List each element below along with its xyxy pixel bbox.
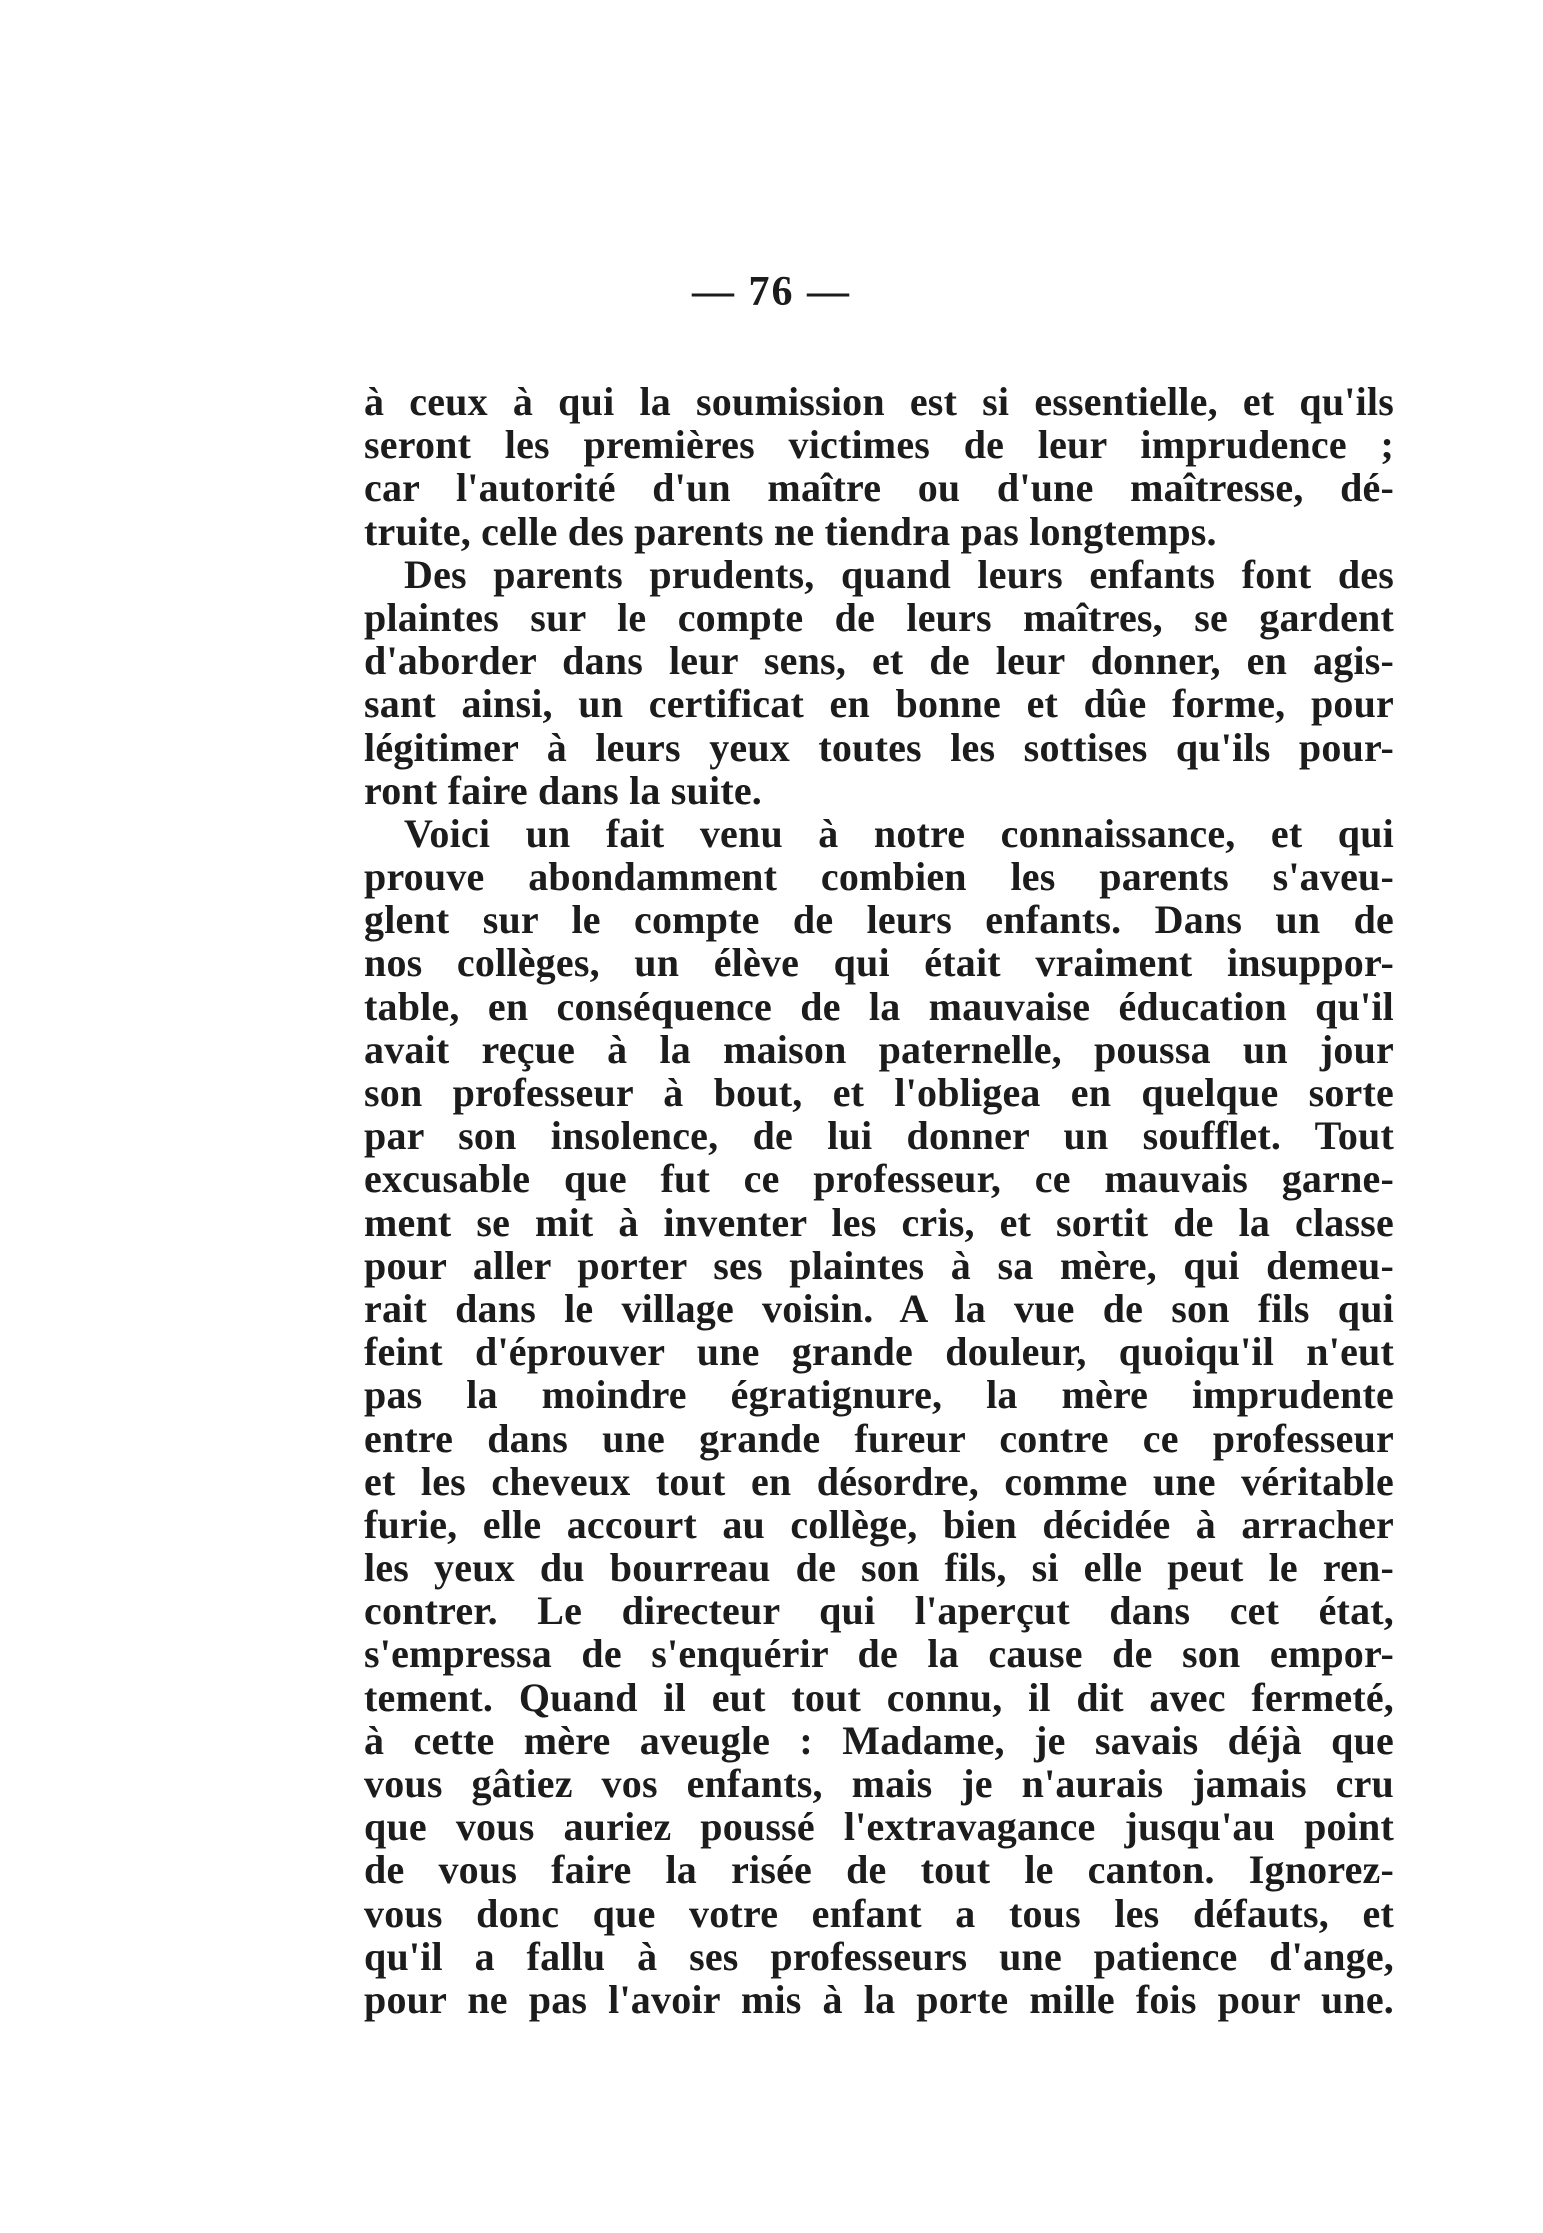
- text-line: pas la moindre égratignure, la mère imprudente: [364, 1372, 1394, 1418]
- text-line: Voici un fait venu à notre connaissance, et qui: [404, 810, 1394, 856]
- text-line: nos collèges, un élève qui était vraiment insuppor-: [364, 940, 1394, 986]
- text-line: feint d'éprouver une grande douleur, quoiqu'il n'eut: [364, 1329, 1394, 1375]
- text-line: son professeur à bout, et l'obligea en quelque sorte: [364, 1070, 1394, 1115]
- text-line: prouve abondamment combien les parents s'aveu-: [364, 854, 1394, 900]
- text-line: ment se mit à inventer les cris, et sortit de la classe: [364, 1199, 1394, 1245]
- text-line: légitimer à leurs yeux toutes les sottises qu'ils pour-: [364, 724, 1394, 770]
- text-line: à ceux à qui la soumission est si essentielle, et qu'ils: [364, 379, 1394, 424]
- text-line: vous gâtiez vos enfants, mais je n'aurais jamais cru: [364, 1761, 1394, 1806]
- text-line: rait dans le village voisin. A la vue de son fils qui: [364, 1285, 1394, 1331]
- text-line: tement. Quand il eut tout connu, il dit avec fermeté,: [364, 1674, 1394, 1720]
- text-line: qu'il a fallu à ses professeurs une patience d'ange,: [364, 1933, 1394, 1979]
- text-line: excusable que fut ce professeur, ce mauvais garne-: [364, 1156, 1394, 1202]
- text-line: sant ainsi, un certificat en bonne et dûe forme, pour: [364, 681, 1394, 727]
- text-line: contrer. Le directeur qui l'aperçut dans cet état,: [364, 1588, 1394, 1634]
- text-line: car l'autorité d'un maître ou d'une maîtresse, dé-: [364, 465, 1394, 511]
- text-line: de vous faire la risée de tout le canton. Ignorez-: [364, 1847, 1394, 1893]
- text-line: truite, celle des parents ne tiendra pas longtemps.: [364, 508, 1217, 554]
- page-number: — 76 —: [692, 269, 851, 315]
- text-line: s'empressa de s'enquérir de la cause de son empor-: [364, 1631, 1394, 1677]
- text-line: d'aborder dans leur sens, et de leur donner, en agis-: [364, 638, 1394, 684]
- text-line: avait reçue à la maison paternelle, poussa un jour: [364, 1026, 1394, 1072]
- text-line: vous donc que votre enfant a tous les défauts, et: [364, 1890, 1394, 1936]
- text-line: pour ne pas l'avoir mis à la porte mille fois pour une.: [364, 1976, 1394, 2022]
- text-line: entre dans une grande fureur contre ce professeur: [364, 1415, 1394, 1461]
- text-line: seront les premières victimes de leur imprudence ;: [364, 422, 1394, 468]
- text-line: à cette mère aveugle : Madame, je savais déjà que: [364, 1717, 1394, 1763]
- text-line: pour aller porter ses plaintes à sa mère, qui demeu-: [364, 1242, 1394, 1288]
- text-line: furie, elle accourt au collège, bien décidée à arracher: [364, 1501, 1394, 1547]
- text-line: par son insolence, de lui donner un soufflet. Tout: [364, 1113, 1394, 1159]
- body-text: [364, 380, 1394, 2021]
- text-line: que vous auriez poussé l'extravagance jusqu'au point: [364, 1804, 1394, 1850]
- text-line: ront faire dans la suite.: [364, 767, 762, 813]
- text-line: les yeux du bourreau de son fils, si elle peut le ren-: [364, 1545, 1394, 1591]
- text-line: plaintes sur le compte de leurs maîtres, se gardent: [364, 594, 1394, 640]
- text-line: table, en conséquence de la mauvaise éducation qu'il: [364, 983, 1394, 1029]
- text-line: glent sur le compte de leurs enfants. Dans un de: [364, 897, 1394, 943]
- text-line: Des parents prudents, quand leurs enfants font des: [404, 551, 1394, 597]
- text-line: et les cheveux tout en désordre, comme une véritable: [364, 1458, 1394, 1504]
